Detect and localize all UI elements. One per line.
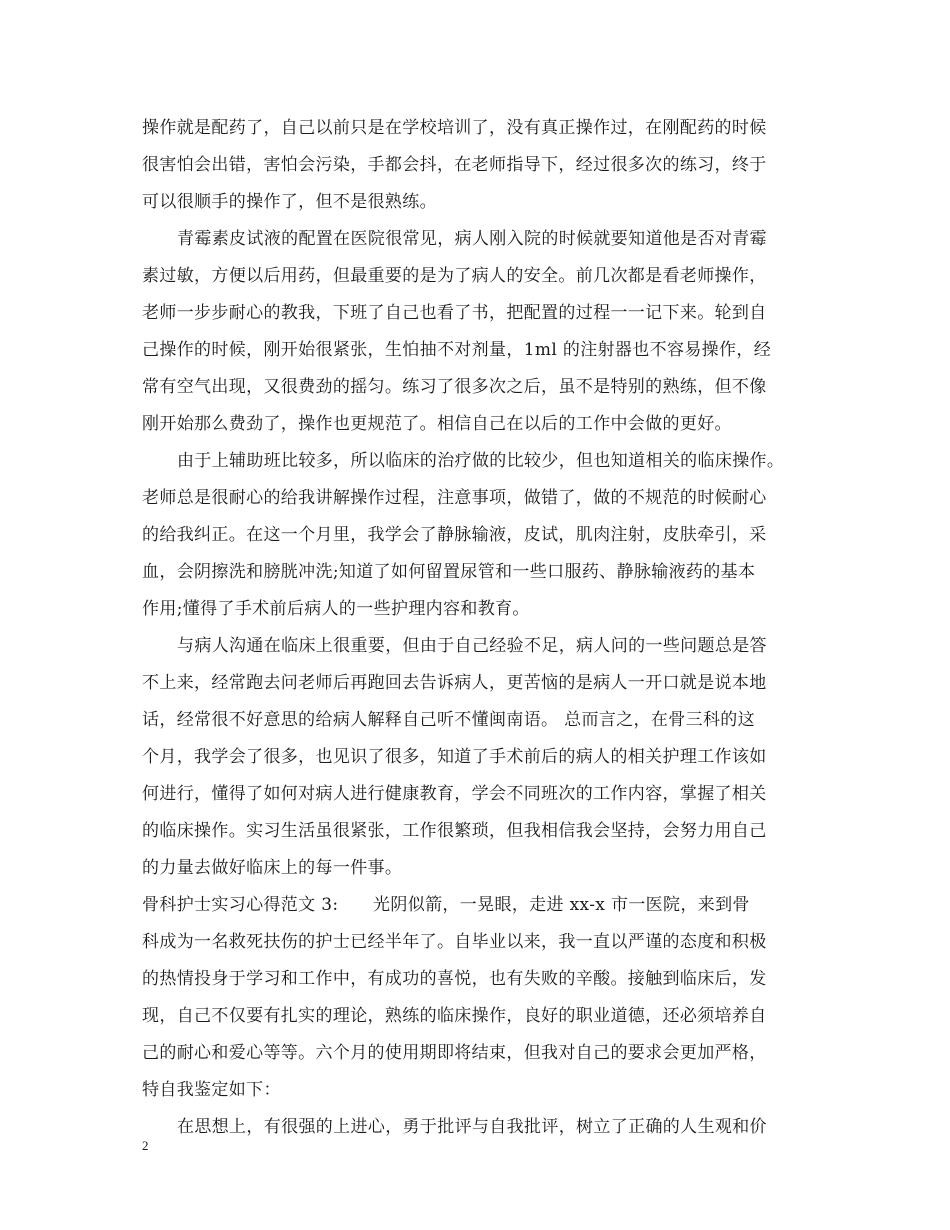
text-line: 己的耐心和爱心等等。六个月的使用期即将结束，但我对自己的要求会更加严格， (142, 1043, 767, 1063)
text-line: 何进行，懂得了如何对病人进行健康教育，学会不同班次的工作内容，掌握了相关 (142, 784, 767, 804)
text-line: 己操作的时候，刚开始很紧张，生怕抽不对剂量，1ml 的注射器也不容易操作，经 (142, 340, 772, 360)
text-line: 老师一步步耐心的教我，下班了自己也看了书，把配置的过程一一记下来。轮到自 (142, 303, 767, 323)
page-number: 2 (142, 1138, 149, 1153)
text-line: 素过敏，方便以后用药，但最重要的是为了病人的安全。前几次都是看老师操作， (142, 266, 767, 286)
paragraph-first-line: 在思想上，有很强的上进心，勇于批评与自我批评，树立了正确的人生观和价 (177, 1117, 767, 1137)
text-line: 很害怕会出错，害怕会污染，手都会抖，在老师指导下，经过很多次的练习，终于 (142, 155, 767, 175)
text-line: 常有空气出现，又很费劲的摇匀。练习了很多次之后，虽不是特别的熟练，但不像 (142, 377, 767, 397)
text-line: 的热情投身于学习和工作中，有成功的喜悦，也有失败的辛酸。接触到临床后，发 (142, 969, 767, 989)
text-line: 作用;懂得了手术前后病人的一些护理内容和教育。 (142, 599, 530, 619)
paragraph-first-line: 与病人沟通在临床上很重要，但由于自己经验不足，病人问的一些问题总是答 (177, 636, 767, 656)
paragraph-first-line: 由于上辅助班比较多，所以临床的治疗做的比较少，但也知道相关的临床操作。 (177, 451, 785, 471)
text-line: 的临床操作。实习生活虽很紧张，工作很繁琐，但我相信我会坚持，会努力用自己 (142, 821, 767, 841)
text-line: 血，会阴擦洗和膀胱冲洗;知道了如何留置尿管和一些口服药、静脉输液药的基本 (142, 562, 756, 582)
text-line: 科成为一名救死扶伤的护士已经半年了。自毕业以来，我一直以严谨的态度和积极 (142, 932, 767, 952)
text-line: 刚开始那么费劲了，操作也更规范了。相信自己在以后的工作中会做的更好。 (142, 414, 732, 434)
text-line: 现，自己不仅要有扎实的理论，熟练的临床操作，良好的职业道德，还必须培养自 (142, 1006, 767, 1026)
paragraph-first-line: 青霉素皮试液的配置在医院很常见，病人刚入院的时候就要知道他是否对青霉 (177, 229, 767, 249)
text-line: 话，经常很不好意思的给病人解释自己听不懂闽南语。 总而言之，在骨三科的这 (142, 710, 756, 730)
section-heading-line: 骨科护士实习心得范文 3: 光阴似箭，一晃眼，走进 xx-x 市一医院，来到骨 (142, 895, 750, 915)
text-line: 的给我纠正。在这一个月里，我学会了静脉输液，皮试，肌肉注射，皮肤牵引，采 (142, 525, 767, 545)
text-line: 的力量去做好临床上的每一件事。 (142, 858, 403, 878)
text-line: 老师总是很耐心的给我讲解操作过程，注意事项，做错了，做的不规范的时候耐心 (142, 488, 767, 508)
text-line: 个月，我学会了很多，也见识了很多，知道了手术前后的病人的相关护理工作该如 (142, 747, 767, 767)
text-line: 操作就是配药了，自己以前只是在学校培训了，没有真正操作过，在刚配药的时候 (142, 118, 767, 138)
text-line: 不上来，经常跑去问老师后再跑回去告诉病人，更苦恼的是病人一开口就是说本地 (142, 673, 767, 693)
text-line: 可以很顺手的操作了，但不是很熟练。 (142, 192, 437, 212)
text-line: 特自我鉴定如下： (142, 1080, 281, 1100)
